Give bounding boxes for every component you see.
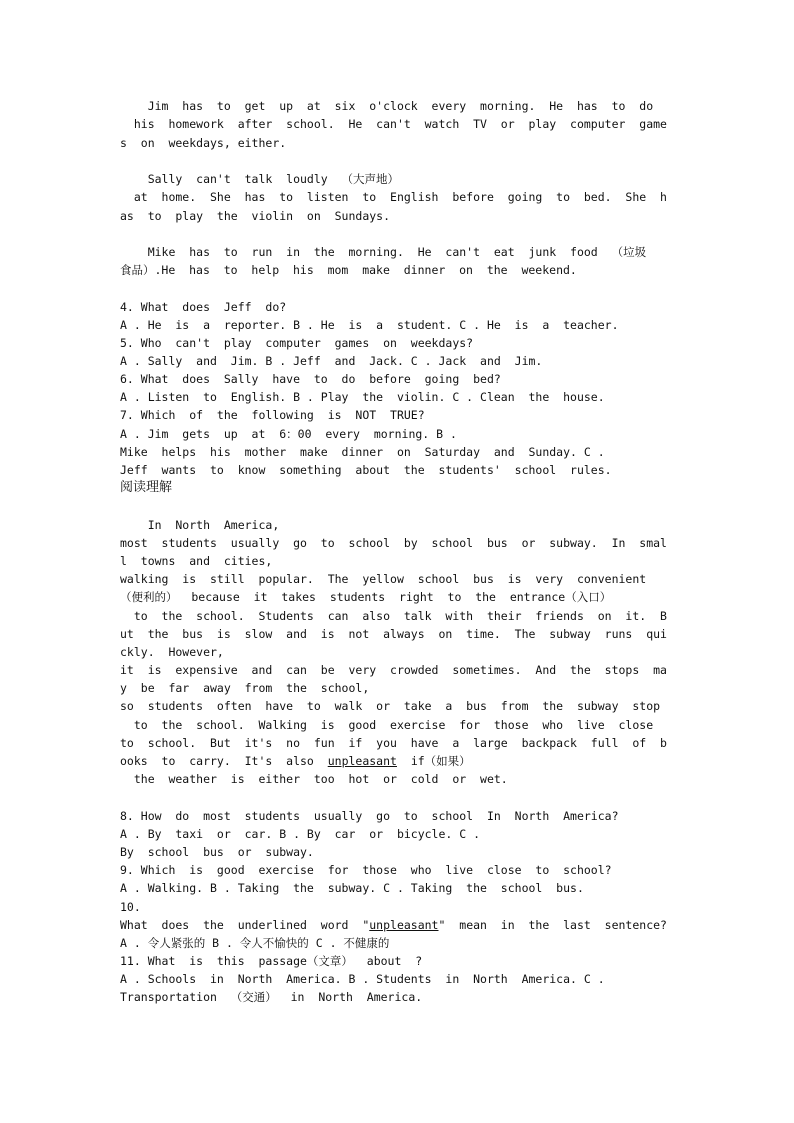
question-10-pre: What does the underlined word " xyxy=(120,918,370,932)
passage2-line-4: walking is still popular. The yellow school bus is very convenient xyxy=(120,572,647,586)
passage2-line-11: so students often have to walk or take a bus from the subway stop xyxy=(120,699,661,713)
passage2-line-13: to school. But it's no fun if you have a large backpack full of b xyxy=(120,736,667,750)
question-11-options-1: A . Schools in North America. B . Students in North America. C . xyxy=(120,972,605,986)
passage2-line-14 xyxy=(120,752,676,770)
passage2-line-5: （便利的） because it takes students right to the entrance（入口） xyxy=(120,590,612,604)
question-4-options: A . He is a reporter. B . He is a student. C . He is a teacher. xyxy=(120,318,619,332)
passage2-line-8: ckly. However, xyxy=(120,645,224,659)
passage-jim-line-1: Jim has to get up at six o'clock every morning. He has to do xyxy=(120,99,654,113)
question-8-options-1: A . By taxi or car. B . By car or bicycle. C . xyxy=(120,827,481,841)
question-6: 6. What does Sally have to do before going bed? xyxy=(120,372,501,386)
question-9-options: A . Walking. B . Taking the subway. C . Taking the school bus. xyxy=(120,881,584,895)
question-9: 9. Which is good exercise for those who live close to school? xyxy=(120,863,612,877)
passage-sally-line-3: as to play the violin on Sundays. xyxy=(120,209,391,223)
question-10-options: A . 令人紧张的 B . 令人不愉快的 C . 不健康的 xyxy=(120,936,390,950)
passage2-line-1: In North America, xyxy=(120,518,280,532)
passage-mike-line-1: Mike has to run in the morning. He can't eat junk food （垃圾 xyxy=(120,245,647,259)
passage2-line-2: most students usually go to school by school bus or subway. In smal xyxy=(120,536,667,550)
passage2-line-7: ut the bus is slow and is not always on time. The subway runs qui xyxy=(120,627,667,641)
question-7-option-b: Mike helps his mother make dinner on Saturday and Sunday. C . xyxy=(120,445,605,459)
question-8: 8. How do most students usually go to school In North America? xyxy=(120,809,619,823)
question-5-options: A . Sally and Jim. B . Jeff and Jack. C . Jack and Jim. xyxy=(120,354,543,368)
underlined-word: unpleasant xyxy=(327,754,397,768)
question-10-post: " mean in the last sentence? xyxy=(438,918,667,932)
passage-jim-line-3: s on weekdays, either. xyxy=(120,136,287,150)
passage2-line-6: to the school. Students can also talk with their friends on it. B xyxy=(120,609,667,623)
question-11: 11. What is this passage（文章） about ? xyxy=(120,954,423,968)
passage2-line-14-pre: ooks to carry. It's also xyxy=(120,754,328,768)
passage2-line-12: to the school. Walking is good exercise for those who live close xyxy=(120,718,654,732)
question-7-option-a: A . Jim gets up at 6：00 every morning. B . xyxy=(120,427,457,441)
question-8-options-2: By school bus or subway. xyxy=(120,845,314,859)
question-10 xyxy=(120,916,676,934)
passage2-line-10: y be far away from the school, xyxy=(120,681,370,695)
question-7: 7. Which of the following is NOT TRUE? xyxy=(120,408,425,422)
question-7-option-c: Jeff wants to know something about the students' school rules. xyxy=(120,463,612,477)
passage-jim-line-2: his homework after school. He can't watch TV or play computer game xyxy=(120,117,667,131)
section-heading: 阅读理解 xyxy=(120,480,173,495)
passage2-line-9: it is expensive and can be very crowded sometimes. And the stops ma xyxy=(120,663,667,677)
question-6-options: A . Listen to English. B . Play the violin. C . Clean the house. xyxy=(120,390,605,404)
passage-sally-line-1: Sally can't talk loudly （大声地） xyxy=(120,172,400,186)
question-10-underlined-word: unpleasant xyxy=(369,918,439,932)
question-4: 4. What does Jeff do? xyxy=(120,300,287,314)
question-5: 5. Who can't play computer games on weekdays? xyxy=(120,336,474,350)
passage-sally-line-2: at home. She has to listen to English before going to bed. She h xyxy=(120,190,667,204)
passage2-line-3: l towns and cities, xyxy=(120,554,273,568)
passage2-line-14-post: if（如果） xyxy=(396,754,471,768)
question-11-options-2: Transportation （交通） in North America. xyxy=(120,990,423,1004)
passage2-line-15: the weather is either too hot or cold or wet. xyxy=(120,772,508,786)
question-10-number: 10. xyxy=(120,900,141,914)
passage-mike-line-2: 食品）.He has to help his mom make dinner on the weekend. xyxy=(120,263,577,277)
